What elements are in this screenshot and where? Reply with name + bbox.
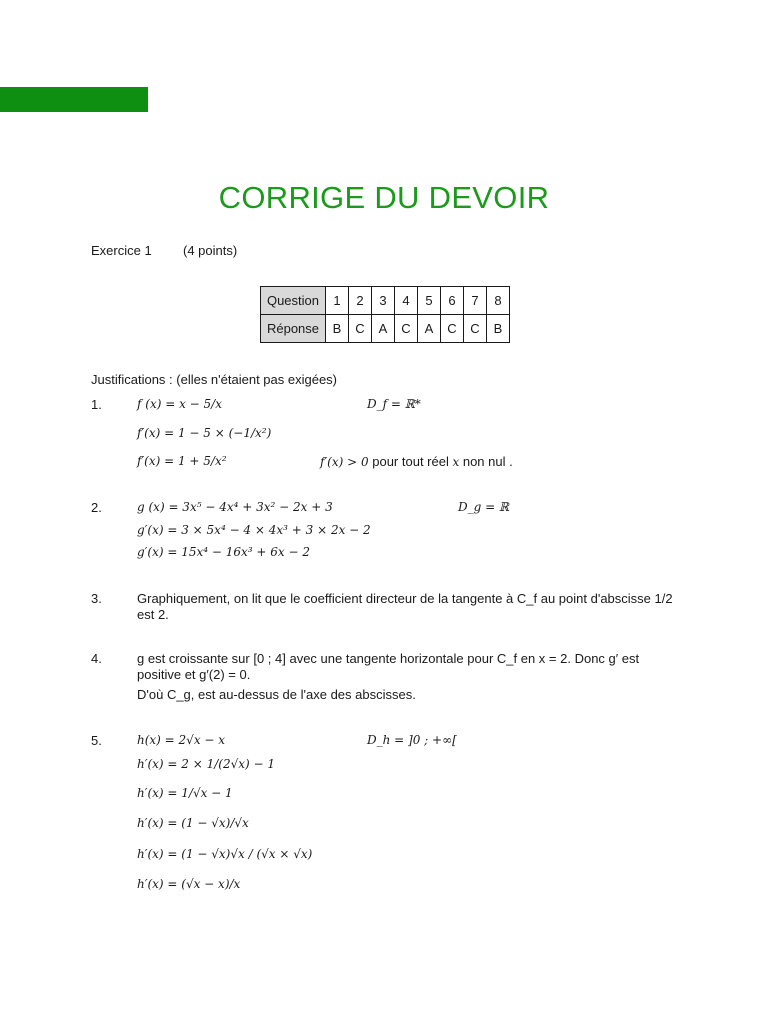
positivity-note	[320, 454, 513, 469]
note-math: f′(x) > 0	[320, 455, 369, 469]
justifications-heading: Justifications : (elles n'étaient pas exigées)	[91, 372, 337, 387]
paragraph-line: g est croissante sur [0 ; 4] avec une tangente horizontale pour C_f en x = 2. Donc g′ est	[137, 651, 640, 666]
formula-line: g (x) = 3x⁵ − 4x⁴ + 3x² − 2x + 3	[137, 500, 333, 514]
note-text: non nul .	[459, 454, 513, 469]
table-cell: C	[464, 315, 487, 343]
domain-formula: D_h = ]0 ; +∞[	[367, 733, 457, 747]
table-cell: 3	[372, 287, 395, 315]
item-number: 3.	[91, 591, 102, 606]
formula-line: h(x) = 2√x − x	[137, 733, 226, 747]
item-number: 1.	[91, 397, 102, 412]
formula-line: h′(x) = 1/√x − 1	[137, 786, 233, 800]
page-title: CORRIGE DU DEVOIR	[218, 180, 550, 215]
formula-line: g′(x) = 3 × 5x⁴ − 4 × 4x³ + 3 × 2x − 2	[137, 523, 371, 537]
formula-line: h′(x) = (√x − x)/x	[137, 877, 241, 891]
paragraph-line: Graphiquement, on lit que le coefficient directeur de la tangente à C_f au point d'abscisse 1/2	[137, 591, 673, 606]
formula-line: h′(x) = (1 − √x)/√x	[137, 816, 249, 830]
table-row-responses	[261, 315, 510, 343]
item-number: 5.	[91, 733, 102, 748]
item-number: 4.	[91, 651, 102, 666]
exercise-points: (4 points)	[183, 243, 238, 258]
table-header-question: Question	[261, 287, 326, 315]
table-cell: 6	[441, 287, 464, 315]
table-row-questions	[261, 287, 510, 315]
table-cell: 2	[349, 287, 372, 315]
paragraph-line: est 2.	[137, 607, 169, 622]
note-text: pour tout réel	[368, 454, 453, 469]
answers-table	[260, 286, 510, 343]
table-cell: A	[418, 315, 441, 343]
table-cell: C	[349, 315, 372, 343]
table-header-response: Réponse	[261, 315, 326, 343]
table-cell: 8	[487, 287, 510, 315]
domain-formula: D_g = ℝ	[458, 500, 509, 514]
table-cell: B	[487, 315, 510, 343]
exercise-label: Exercice 1	[91, 243, 152, 258]
header-accent-bar	[0, 87, 148, 112]
table-cell: 4	[395, 287, 418, 315]
formula-line: h′(x) = 2 × 1/(2√x) − 1	[137, 757, 275, 771]
paragraph-line: D'où C_g, est au-dessus de l'axe des abscisses.	[137, 687, 416, 702]
table-cell: C	[395, 315, 418, 343]
item-number: 2.	[91, 500, 102, 515]
table-cell: A	[372, 315, 395, 343]
formula-line: f′(x) = 1 − 5 × (−1/x²)	[137, 426, 272, 440]
paragraph-line: positive et g′(2) = 0.	[137, 667, 251, 682]
table-cell: 1	[326, 287, 349, 315]
table-cell: C	[441, 315, 464, 343]
formula-line: g′(x) = 15x⁴ − 16x³ + 6x − 2	[137, 545, 311, 559]
formula-line: h′(x) = (1 − √x)√x / (√x × √x)	[137, 847, 313, 861]
table-cell: B	[326, 315, 349, 343]
note-var: x	[452, 455, 460, 469]
table-cell: 7	[464, 287, 487, 315]
formula-line: f′(x) = 1 + 5/x²	[137, 454, 227, 468]
table-cell: 5	[418, 287, 441, 315]
formula-line: f (x) = x − 5/x	[137, 397, 222, 411]
domain-formula: D_f = ℝ*	[367, 397, 421, 411]
